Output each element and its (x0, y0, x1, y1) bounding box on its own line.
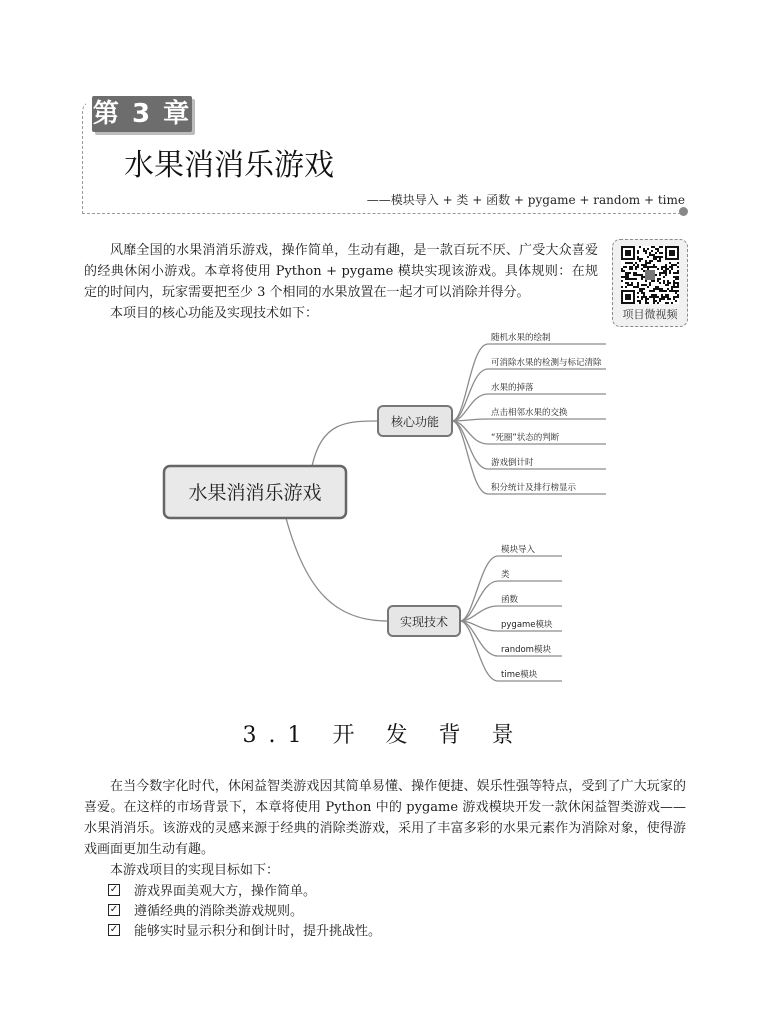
chapter-title: 水果消消乐游戏 (124, 148, 334, 183)
mind-map-leaf: 函数 (501, 595, 519, 605)
mind-map-leaf: 类 (501, 570, 510, 580)
mind-map-tech-leaves (498, 544, 562, 681)
qr-label: 项目微视频 (622, 308, 678, 321)
mind-map-leaf: 可消除水果的检测与标记清除 (491, 358, 602, 368)
mind-map (0, 330, 768, 700)
goal-item-1 (108, 880, 316, 899)
chapter-badge: 第 3 章 (92, 96, 192, 132)
mind-map-core-node (378, 406, 452, 436)
mind-map-tech-label: 实现技术 (399, 615, 449, 629)
mind-map-leaf: pygame模块 (501, 620, 553, 630)
checkbox-icon: ✓ (109, 903, 119, 915)
mind-map-link (452, 421, 488, 494)
intro-text (84, 240, 598, 324)
mind-map-leaf: time模块 (501, 670, 538, 680)
checkbox-icon: ✓ (109, 883, 119, 895)
mind-map-leaf: 点击相邻水果的交换 (491, 408, 568, 418)
mind-map-core-leaves (488, 332, 606, 494)
mind-map-tech-node (388, 606, 460, 636)
goal-item-2 (108, 900, 303, 919)
intro-paragraph-1: 风靡全国的水果消消乐游戏，操作简单，生动有趣，是一款百玩不厌、广受大众喜爱的经典休闲小游戏。本章将使用 Python + pygame 模块实现该游戏。具体规则：在规定的时间内，玩家需要把至少 3 个相同的水果放置在一起才可以消除并得分。 (84, 243, 598, 300)
mind-map-root-label: 水果消消乐游戏 (188, 482, 322, 504)
qr-code-box[interactable] (612, 239, 688, 327)
mind-map-leaf: random模块 (501, 645, 551, 655)
chapter-subtitle: ——模块导入 + 类 + 函数 + pygame + random + time (366, 193, 685, 207)
header-dot (679, 207, 688, 216)
mind-map-link (452, 344, 488, 421)
mind-map-link (312, 421, 378, 466)
background-text (84, 776, 686, 881)
mind-map-leaf: 模块导入 (501, 545, 536, 555)
intro-paragraph-2: 本项目的核心功能及实现技术如下： (110, 306, 319, 321)
mind-map-link (286, 518, 388, 621)
mind-map-core-label: 核心功能 (390, 415, 440, 429)
goal-text: 游戏界面美观大方，操作简单。 (134, 884, 317, 899)
background-paragraph-2: 本游戏项目的实现目标如下： (110, 863, 280, 878)
qr-code-icon (621, 246, 679, 304)
mind-map-leaf: “死圈”状态的判断 (491, 433, 560, 443)
mind-map-leaf: 水果的掉落 (491, 383, 534, 393)
goal-text: 遵循经典的消除类游戏规则。 (134, 904, 304, 919)
mind-map-leaf: 随机水果的绘制 (491, 333, 551, 343)
mind-map-leaf: 积分统计及排行榜显示 (491, 483, 577, 493)
mind-map-root (164, 466, 346, 518)
checkbox-icon: ✓ (109, 923, 119, 935)
goal-text: 能够实时显示积分和倒计时，提升挑战性。 (134, 924, 382, 939)
mind-map-link (460, 556, 498, 621)
goal-item-3 (108, 920, 381, 939)
background-paragraph-1: 在当今数字化时代，休闲益智类游戏因其简单易懂、操作便捷、娱乐性强等特点，受到了广大玩家的喜爱。在这样的市场背景下，本章将使用 Python 中的 pygame 游戏模块开发一款休闲益智类游戏——水果消消乐。该游戏的灵感来源于经典的消除类游戏，采用了丰富多彩的水果元素作为消除对象，使得游戏画面更加生动有趣。 (84, 779, 686, 857)
mind-map-link (460, 581, 498, 621)
mind-map-leaf: 游戏倒计时 (491, 458, 534, 468)
section-title: 3.1 开 发 背 景 (242, 723, 526, 748)
